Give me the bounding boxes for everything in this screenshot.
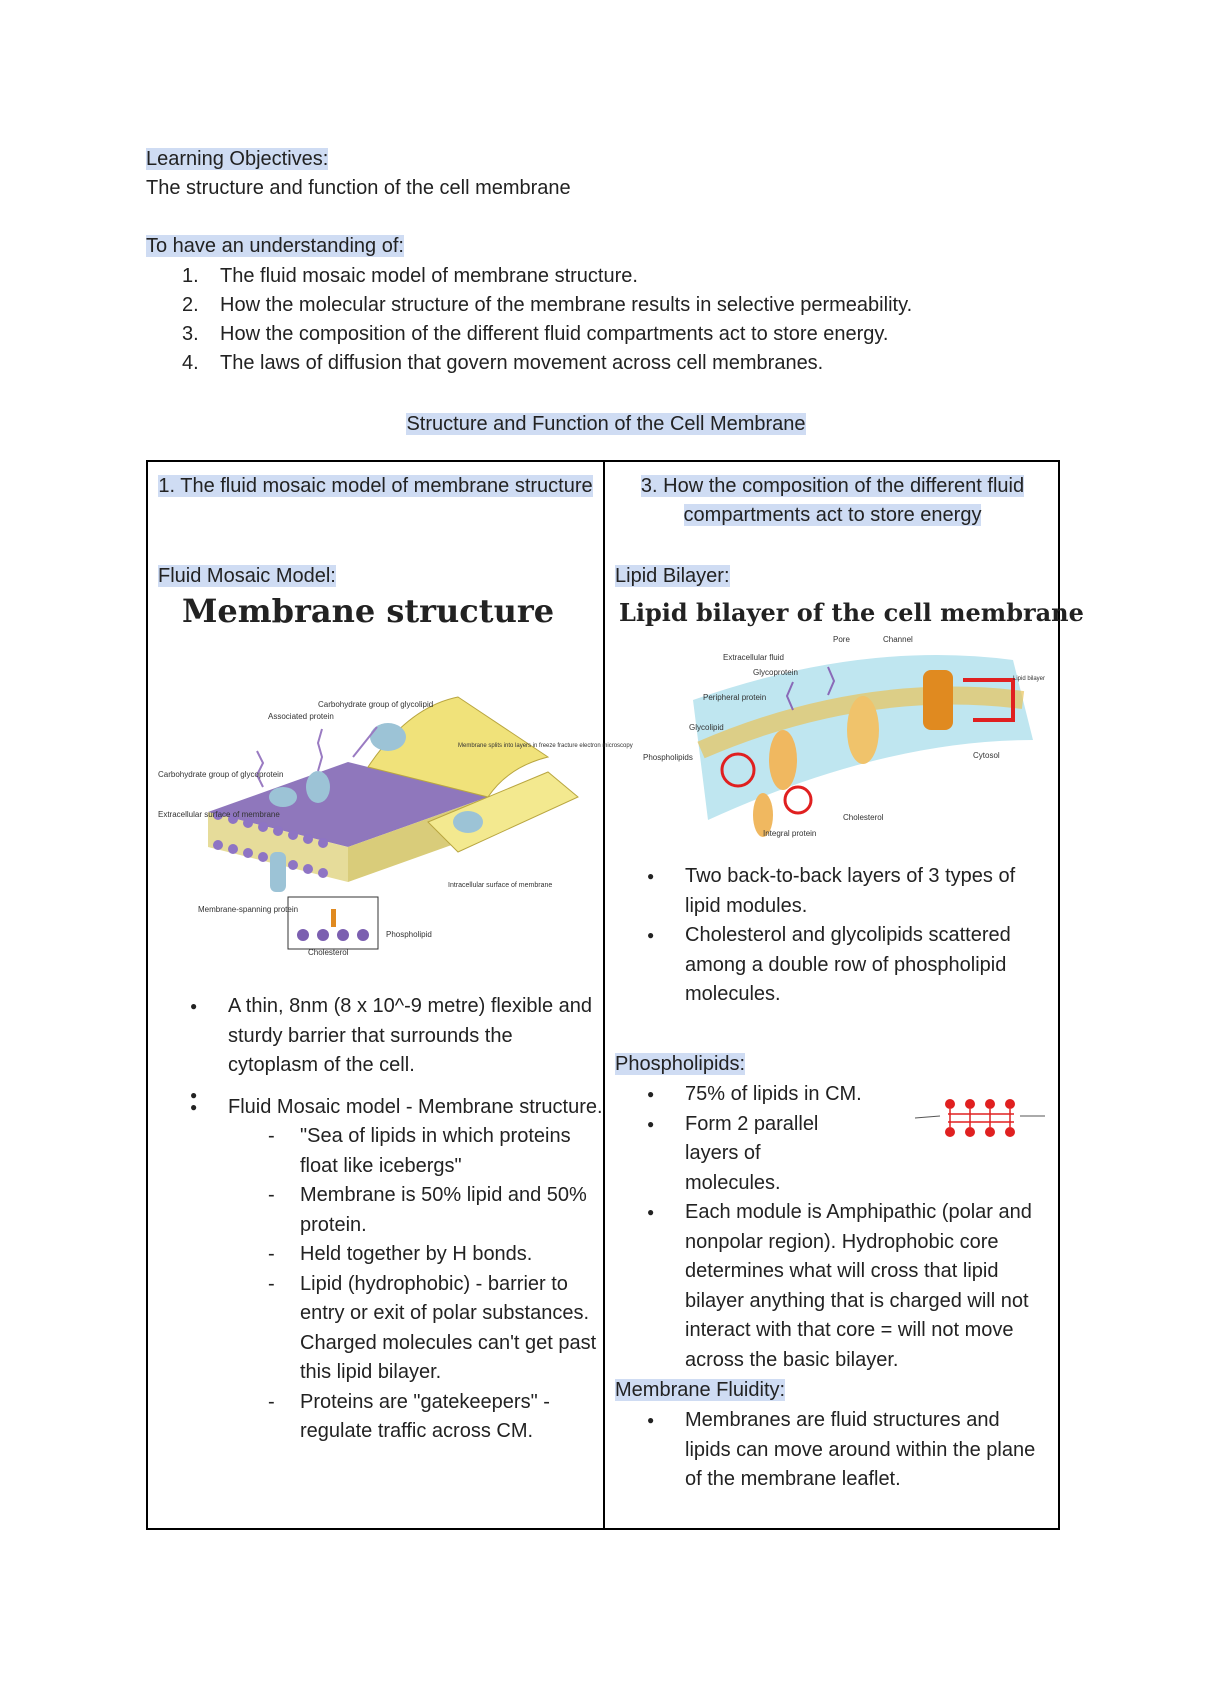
list-item: ● Two back-to-back layers of 3 types of lipid modules. (605, 862, 1050, 921)
label-glycoprotein: Glycoprotein (753, 668, 798, 677)
label-carb-glycoprotein: Carbohydrate group of glycoprotein (158, 770, 284, 779)
left-bullet-list (148, 992, 603, 1447)
fluidity-bullet-list (605, 1406, 1050, 1495)
list-item: ● Fluid Mosaic model - Membrane structure. - "Sea of lipids in which proteins float like icebergs" - Membrane is 50% lipid and 50% protein. - Held together by H bonds. - Lipid (hydrophobic) - barrier to entry or exit of polar substances. Charged molecules can't get past this lipid bilayer. - Proteins are "gatekeepers" - regulate traffic across CM. (148, 1093, 603, 1447)
objective-item: 2. How the molecular structure of the membrane results in selective permeability. (182, 294, 913, 316)
objective-item: 1. The fluid mosaic model of membrane structure. (182, 265, 638, 287)
right-column-title: 3. How the composition of the different fluid compartments act to store energy (640, 475, 1025, 526)
label-cytosol: Cytosol (973, 751, 1000, 760)
objective-item: 3. How the composition of the different fluid compartments act to store energy. (182, 323, 889, 345)
label-pore: Pore (833, 635, 850, 644)
left-column (148, 462, 633, 1528)
objective-item: 4. The laws of diffusion that govern movement across cell membranes. (182, 352, 824, 374)
label-intracellular: Intracellular surface of membrane (448, 882, 553, 889)
bilayer-bullet-list (605, 862, 1050, 1010)
label-extracellular-fluid: Extracellular fluid (723, 653, 784, 662)
membrane-structure-title: Membrane structure (182, 592, 555, 630)
objectives-heading: Learning Objectives: (146, 148, 329, 170)
list-spacer (148, 1081, 603, 1093)
sub-list-item: - Membrane is 50% lipid and 50% protein. (228, 1181, 603, 1240)
label-splits: Membrane splits into layers in freeze fracture electron microscopy (458, 743, 633, 749)
label-glycolipid: Glycolipid (689, 723, 724, 732)
label-phospholipid: Phospholipid (386, 930, 432, 939)
lipid-bilayer-figure-title: Lipid bilayer of the cell membrane (619, 598, 1084, 627)
sub-list-item: - Lipid (hydrophobic) - barrier to entry or exit of polar substances. Charged molecules can't get past this lipid bilayer. (228, 1270, 603, 1388)
section-title: Structure and Function of the Cell Membrane (406, 413, 806, 435)
list-item: ● Each module is Amphipathic (polar and nonpolar region). Hydrophobic core determines what will cross that lipid bilayer anything that is charged will not interact with that core = will not move across the basic bilayer. (605, 1198, 1050, 1375)
list-item: ● Cholesterol and glycolipids scattered among a double row of phospholipid molecules. (605, 921, 1050, 1010)
lipid-bilayer-diagram (613, 630, 1053, 840)
label-peripheral-protein: Peripheral protein (703, 693, 767, 702)
content-table (146, 460, 1084, 1530)
label-channel: Channel (883, 635, 913, 644)
lipid-bilayer-heading: Lipid Bilayer: (615, 565, 730, 587)
phospholipids-heading: Phospholipids: (615, 1053, 746, 1075)
right-column (605, 462, 1084, 1528)
label-associated-protein: Associated protein (268, 712, 334, 721)
membrane-structure-diagram (158, 647, 633, 957)
sub-list-item: - Held together by H bonds. (228, 1240, 603, 1270)
label-lipid-bilayer: Lipid bilayer (1013, 676, 1046, 682)
label-spanning: Membrane-spanning protein (198, 905, 299, 914)
list-item: ● Membranes are fluid structures and lipids can move around within the plane of the membrane leaflet. (605, 1406, 1050, 1495)
list-item: ● A thin, 8nm (8 x 10^-9 metre) flexible and sturdy barrier that surrounds the cytoplasm of the cell. (148, 992, 603, 1081)
label-integral-protein: Integral protein (763, 829, 817, 838)
label-extracellular: Extracellular surface of membrane (158, 810, 280, 819)
understanding-heading: To have an understanding of: (146, 235, 404, 257)
phospholipid-bilayer-icon (910, 1092, 1050, 1142)
membrane-fluidity-heading: Membrane Fluidity: (615, 1379, 786, 1401)
dash-sub-list (228, 1122, 603, 1447)
fluid-mosaic-heading: Fluid Mosaic Model: (158, 565, 336, 587)
sub-list-item: - Proteins are "gatekeepers" - regulate traffic across CM. (228, 1388, 603, 1447)
left-column-title: 1. The fluid mosaic model of membrane structure (158, 475, 593, 497)
label-cholesterol-right: Cholesterol (843, 813, 884, 822)
sub-list-item: - "Sea of lipids in which proteins float like icebergs" (228, 1122, 603, 1181)
label-phospholipids: Phospholipids (643, 753, 693, 762)
list-item: ● Form 2 parallel layers of molecules. (605, 1110, 1050, 1199)
objectives-subtitle: The structure and function of the cell membrane (146, 177, 571, 199)
list-item: ● 75% of lipids in CM. (605, 1080, 1050, 1110)
label-carb-glycolipid: Carbohydrate group of glycolipid (318, 700, 434, 709)
label-cholesterol: Cholesterol (308, 948, 349, 957)
